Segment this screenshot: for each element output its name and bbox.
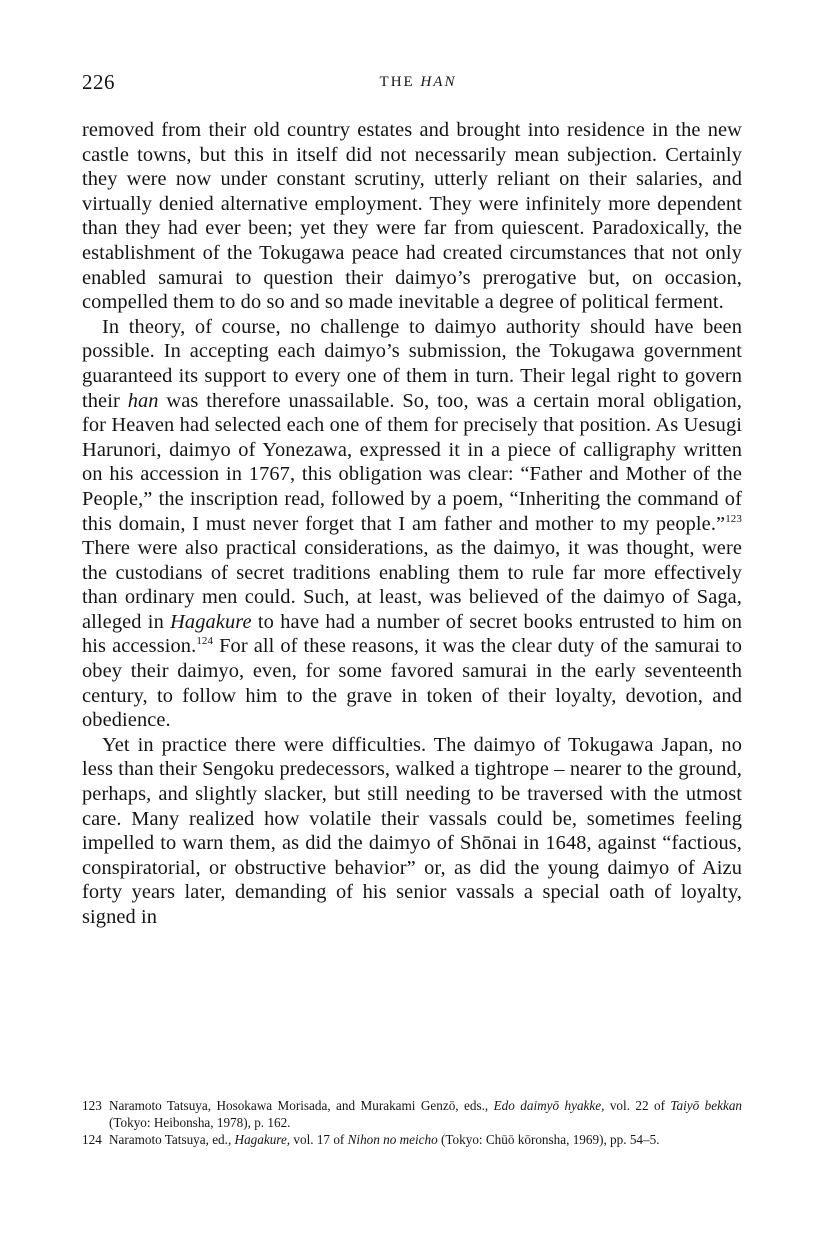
paragraph-3: Yet in practice there were difficulties. The daimyo of Tokugawa Japan, no less than their Sengoku predecessors, walked a tightrope – nearer to the ground, perhaps, and slightly slacker, but still needing to be traversed with the utmost care. Many realized how volatile their vassals could be, sometimes feeling impelled to warn them, as did the daimyo of Shōnai in 1648, against “factious, conspiratorial, or obstructive behavior” or, as did the young daimyo of Aizu forty years later, demanding of his senior vassals a special oath of loyalty, signed in bbox=[82, 733, 742, 928]
footnote-text: (Tokyo: Heibonsha, 1978), p. 162. bbox=[109, 1115, 291, 1130]
footnote-title: Edo daimyō hyakke, bbox=[493, 1098, 605, 1113]
footnotes bbox=[82, 1097, 742, 1148]
footnote-number: 124 bbox=[82, 1132, 102, 1147]
paragraph-2-part-d: to have had a number of secret books entrusted to him on his accession. bbox=[82, 610, 742, 658]
footnote-123 bbox=[82, 1097, 742, 1131]
page-header bbox=[82, 70, 742, 100]
paragraph-1: removed from their old country estates and brought into residence in the new castle towns, but this in itself did not necessarily mean subjection. Certainly they were now under constant scrutiny, utterly reliant on their salaries, and virtually denied alternative employment. They were infinitely more dependent than they had ever been; yet they were far from quiescent. Paradoxically, the establishment of the Tokugawa peace had created circumstances that not only enabled samurai to question their daimyo’s prerogative but, on occasion, compelled them to do so and so made inevitable a degree of political ferment. bbox=[82, 119, 742, 314]
footnote-title: Hagakure, bbox=[234, 1132, 291, 1147]
footnote-number: 123 bbox=[82, 1098, 102, 1113]
footnote-text: Naramoto Tatsuya, Hosokawa Morisada, and Murakami Genzō, eds., bbox=[109, 1098, 494, 1113]
page-number: 226 bbox=[82, 70, 115, 94]
paragraph-2-part-e: For all of these reasons, it was the clear duty of the samurai to obey their daimyo, even, for some favored samurai in the early seventeenth century, to follow him to the grave in token of their loyalty, devotion, and obedience. bbox=[82, 635, 742, 732]
footnote-124 bbox=[82, 1131, 742, 1148]
paragraph-2-part-c: There were also practical considerations, as the daimyo, it was thought, were the custodians of secret traditions enabling them to rule far more effectively than ordinary men could. Such, at least, was believed of the daimyo of Saga, alleged in bbox=[82, 537, 742, 633]
footnote-ref-123[interactable]: 123 bbox=[725, 512, 742, 525]
footnote-text: Naramoto Tatsuya, ed., bbox=[109, 1132, 235, 1147]
italic-hagakure: Hagakure bbox=[170, 610, 252, 633]
running-head-prefix: THE bbox=[379, 74, 421, 90]
running-head-italic: HAN bbox=[420, 74, 457, 90]
footnote-text: vol. 17 of bbox=[290, 1132, 348, 1147]
footnote-ref-124[interactable]: 124 bbox=[196, 635, 214, 648]
italic-han: han bbox=[127, 389, 159, 412]
paragraph-2 bbox=[82, 315, 742, 733]
paragraph-2-part-a: In theory, of course, no challenge to daimyo authority should have been possible. In accepting each daimyo’s submission, the Tokugawa government guaranteed its support to every one of them in turn. Their legal right to govern their bbox=[82, 315, 742, 412]
body-text bbox=[82, 118, 742, 930]
paragraph-2-part-b: was therefore unassailable. So, too, was a certain moral obligation, for Heaven had selected each one of them for precisely that position. As Uesugi Harunori, daimyo of Yonezawa, expressed it in a piece of calligraphy written on his accession in 1767, this obligation was clear: “Father and Mother of the People,” the inscription read, followed by a poem, “Inheriting the command of this domain, I must never forget that I am father and mother to my people.” bbox=[82, 389, 742, 535]
footnote-text: vol. 22 of bbox=[604, 1098, 671, 1113]
footnote-series: Nihon no meicho bbox=[347, 1132, 438, 1147]
footnote-text: (Tokyo: Chūō kōronsha, 1969), pp. 54–5. bbox=[437, 1132, 660, 1147]
footnote-series: Taiyō bekkan bbox=[670, 1098, 743, 1113]
running-head bbox=[82, 74, 742, 91]
